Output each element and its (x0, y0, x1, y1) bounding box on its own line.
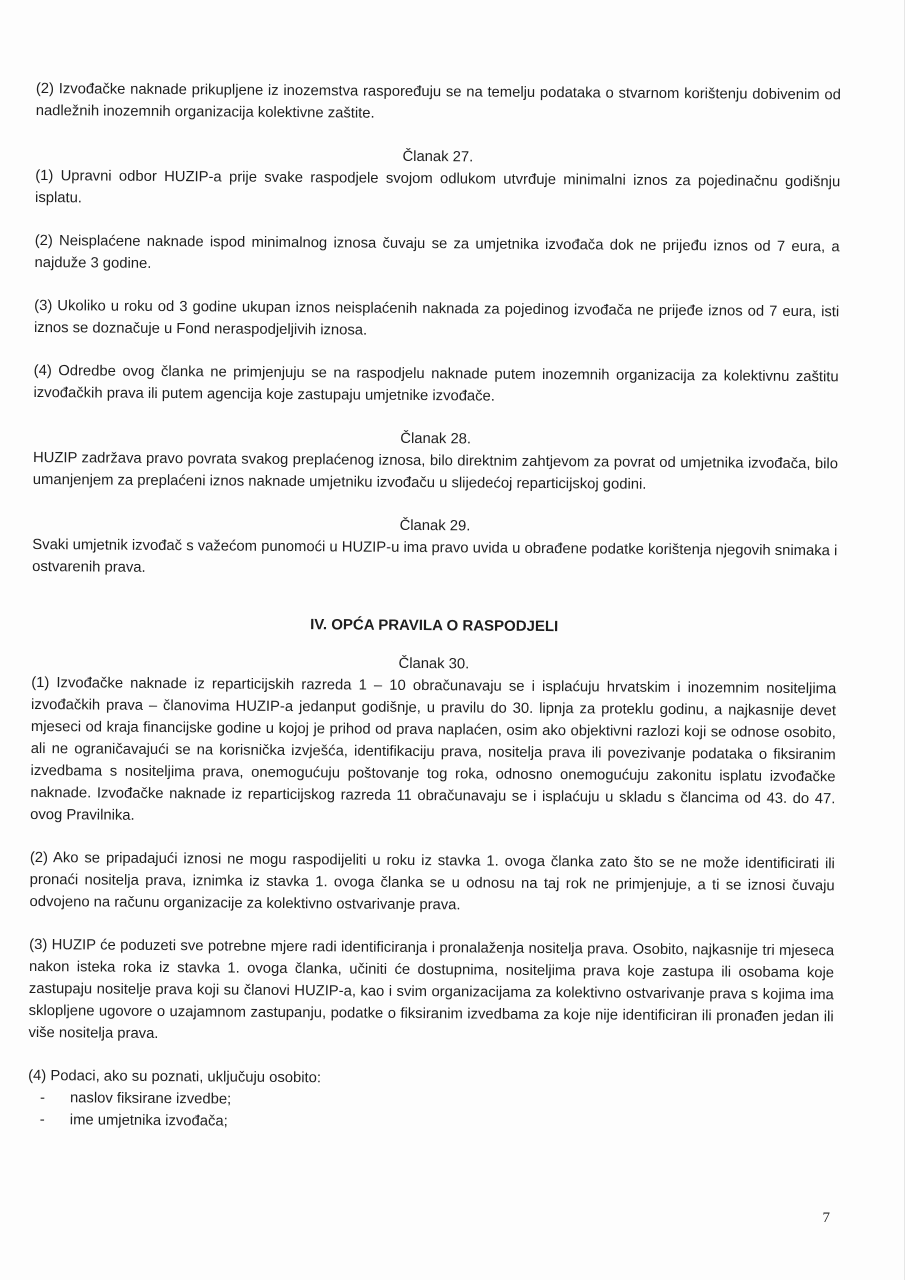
article-30-paragraph-4: (4) Podaci, ako su poznati, uključuju osobito: (28, 1067, 322, 1087)
section-heading: IV. OPĆA PRAVILA O RASPODJELI (310, 616, 559, 636)
article-27-paragraph-1: (1) Upravni odbor HUZIP-a prije svake raspodjele svojom odlukom utvrđuje minimalni iznos za pojedinačnu godišnju isplatu. (34, 167, 841, 207)
article-27-heading: Članak 27. (402, 148, 474, 166)
article-28-text: HUZIP zadržava pravo povrata svakog preplaćenog iznosa, bilo direktnim zahtjevom za povrat od umjetnika izvođača, bilo umanjenjem za preplaćeni iznos naknade umjetniku izvođaču u slijedećoj reparticijskoj godini. (32, 449, 839, 493)
article-28-heading: Članak 28. (400, 430, 472, 448)
article-30-paragraph-1: (1) Izvođačke naknade iz reparticijskih razreda 1 – 10 obračunavaju se i isplaćuju hrvatskim i inozemnim nositeljima izvođačkih prava – članovima HUZIP-a jedanput godišnje, u pravilu do 30. lipnja za proteklu godinu, a najkasnije devet mjeseci od kraja financijske godine u kojoj je prihod od prava naplaćen, osim ako objektivni razlozi koji se odnose osobito, ali ne ograničavajući se na korisnička izvješća, identifikaciju prava, nositelja prava ili povezivanje podataka o fiksiranim izvedbama s nositeljima prava, onemogućuju poštovanje tog roka, odnosno onemogućuju zakonitu isplatu izvođačke naknade. Izvođačke naknade iz reparticijskog razreda 11 obračunavaju se i isplaćuju u skladu s člancima od 43. do 47. ovog Pravilnika. (30, 674, 837, 824)
article-29-heading: Članak 29. (399, 517, 471, 535)
article-30-heading: Članak 30. (398, 655, 470, 673)
list-dash: - (39, 1090, 45, 1107)
list-dash: - (39, 1112, 45, 1129)
article-27-paragraph-4: (4) Odredbe ovog članka ne primjenjuju se na raspodjelu naknade putem inozemnih organizacija za kolektivnu zaštitu izvođačkih prava ili putem agencija koje zastupaju umjetnike izvođače. (33, 362, 839, 405)
article-29-text: Svaki umjetnik izvođač s važećom punomoći u HUZIP-u ima pravo uvida u obrađene podatke korištenja njegovih snimaka i ostvarenih prava. (32, 536, 838, 576)
article-30-paragraph-3: (3) HUZIP će poduzeti sve potrebne mjere radi identificiranja i pronalaženja nositelja prava. Osobito, najkasnije tri mjeseca nakon isteka roka iz stavka 1. ovoga članka, učiniti će dostupnima, nositeljima prava koje zastupa ili osobama koje zastupaju nositelje prava koji su članovi HUZIP-a, kao i svim organizacijama za kolektivno ostvarivanje prava s kojima ima sklopljene ugovore o uzajamnom zastupanju, podatke o fiksiranim izvedbama za koje nije identificiran ili pronađen jedan ili više nositelja prava. (28, 936, 835, 1042)
article-30-paragraph-2: (2) Ako se pripadajući iznosi ne mogu raspodijeliti u roku iz stavka 1. ovoga članka zato što se ne može identificirati ili pronaći nositelja prava, iznimka iz stavka 1. ovoga članka se u odnosu na taj rok ne primjenjuje, a ti se iznosi čuvaju odvojeno na računu organizacije za kolektivno ostvarivanje prava. (29, 849, 835, 914)
page-number: 7 (822, 1210, 830, 1226)
document-body (28, 78, 841, 1137)
data-list (28, 1087, 833, 1137)
article-26-paragraph-2: (2) Izvođačke naknade prikupljene iz inozemstva raspoređuju se na temelju podataka o stvarnom korištenju dobivenim od nadležnih inozemnih organizacija kolektivne zaštite. (35, 80, 841, 122)
article-27-paragraph-3: (3) Ukoliko u roku od 3 godine ukupan iznos neisplaćenih naknada za pojedinog izvođača ne prijeđe iznos od 7 eura, isti iznos se doznačuje u Fond neraspodjeljivih iznosa. (33, 297, 840, 339)
list-item-text: ime umjetnika izvođača; (69, 1112, 228, 1130)
list-item-text: naslov fiksirane izvedbe; (69, 1090, 232, 1108)
article-27-paragraph-2: (2) Neisplaćene naknade ispod minimalnog iznosa čuvaju se za umjetnika izvođača dok ne prijeđu iznos od 7 eura, a najduže 3 godine. (34, 232, 840, 272)
